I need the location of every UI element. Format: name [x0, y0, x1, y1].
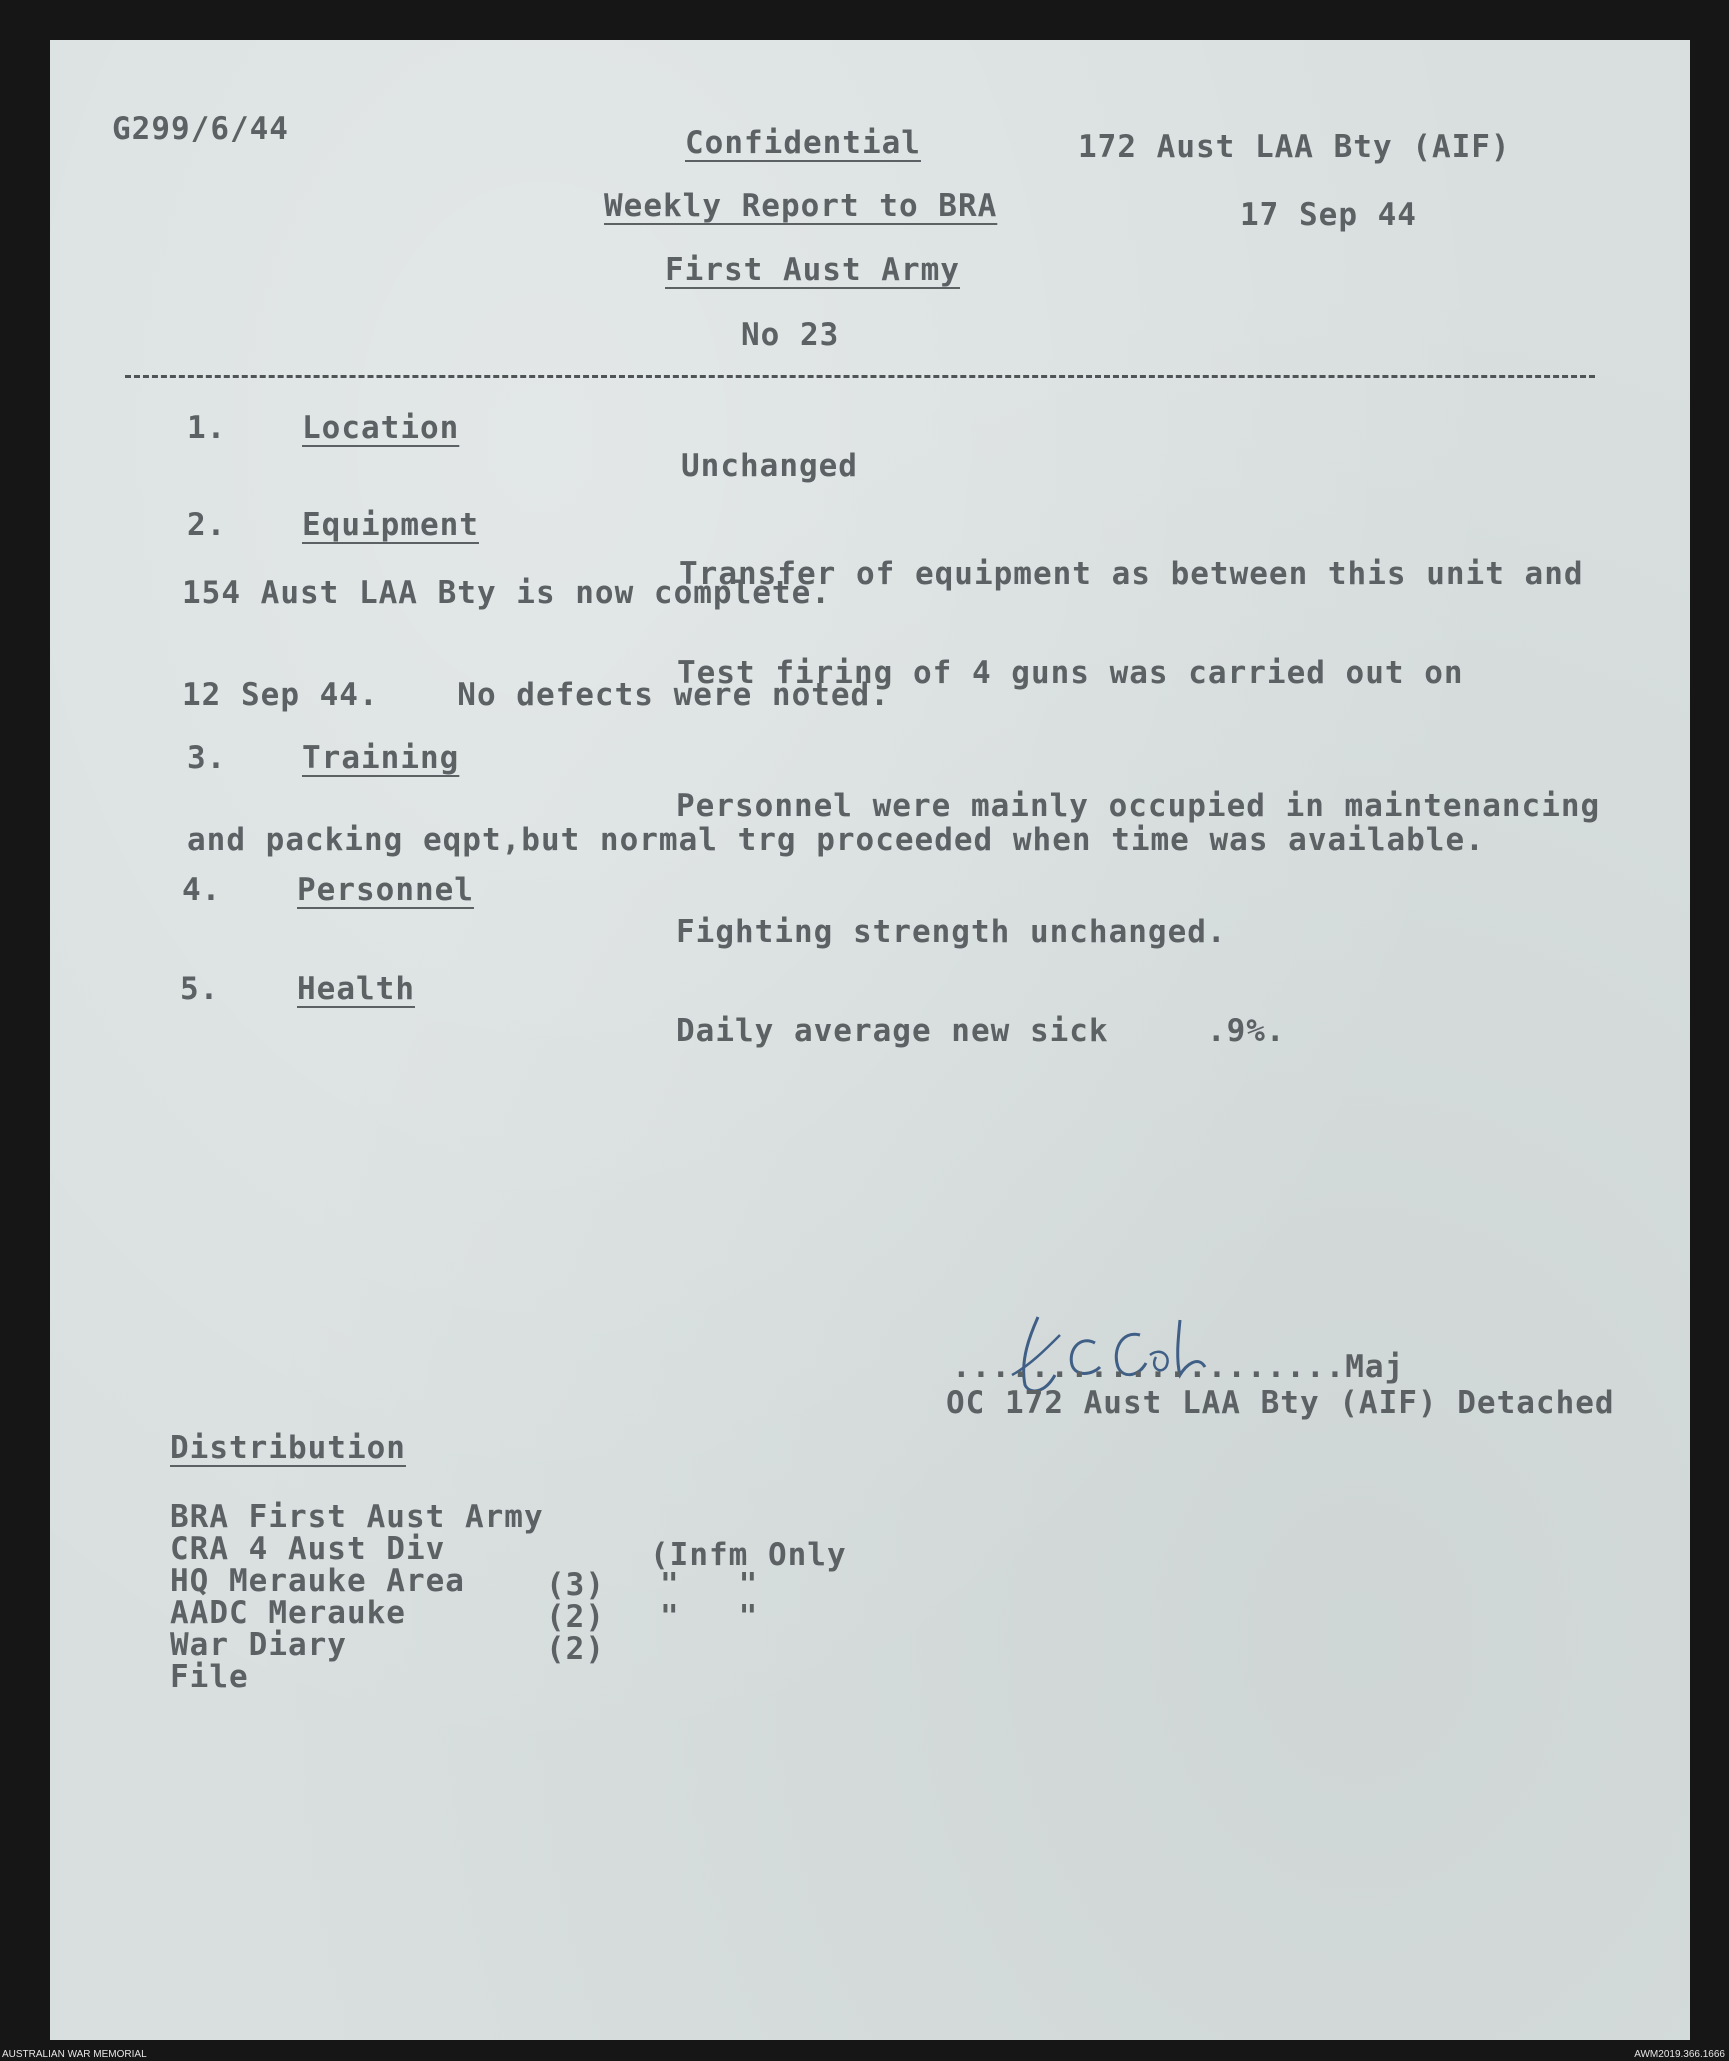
distribution-name: War Diary: [170, 1627, 347, 1663]
unit-name: 172 Aust LAA Bty (AIF): [1078, 129, 1511, 165]
section-text: Transfer of equipment as between this unit and: [679, 556, 1584, 592]
archive-label: AUSTRALIAN WAR MEMORIAL: [2, 2049, 147, 2060]
distribution-name: AADC Merauke: [170, 1595, 406, 1631]
distribution-qty: (3): [546, 1567, 605, 1603]
section-text: Unchanged: [681, 448, 858, 484]
distribution-heading: Distribution: [170, 1430, 406, 1466]
distribution-name: File: [170, 1659, 249, 1695]
report-number: No 23: [741, 317, 840, 353]
distribution-qty: (2): [546, 1599, 605, 1635]
distribution-note: " ": [660, 1567, 759, 1603]
section-heading-health: Health: [297, 971, 415, 1007]
distribution-name: HQ Merauke Area: [170, 1563, 465, 1599]
section-heading-location: Location: [302, 410, 460, 446]
section-text: 154 Aust LAA Bty is now complete.: [182, 575, 831, 611]
section-text: 12 Sep 44. No defects were noted.: [182, 677, 890, 713]
section-number: 2.: [187, 507, 227, 543]
distribution-name: BRA First Aust Army: [170, 1499, 544, 1535]
report-date: 17 Sep 44: [1240, 197, 1417, 233]
distribution-name: CRA 4 Aust Div: [170, 1531, 446, 1567]
section-text: Personnel were mainly occupied in maintenancing: [676, 788, 1601, 824]
section-number: 4.: [182, 872, 222, 908]
distribution-qty: (2): [546, 1631, 605, 1667]
distribution-note: (Infm Only: [650, 1537, 847, 1573]
section-text: Fighting strength unchanged.: [676, 914, 1227, 950]
section-heading-personnel: Personnel: [297, 872, 474, 908]
header-divider: [125, 375, 1595, 378]
army-title: First Aust Army: [665, 252, 960, 288]
distribution-note: " ": [660, 1599, 759, 1635]
section-text: and packing eqpt,but normal trg proceeded when time was available.: [187, 822, 1485, 858]
signatory-title: OC 172 Aust LAA Bty (AIF) Detached: [946, 1385, 1615, 1421]
section-heading-training: Training: [302, 740, 460, 776]
section-number: 5.: [180, 971, 220, 1007]
report-title: Weekly Report to BRA: [604, 188, 998, 224]
section-text: Daily average new sick .9%.: [676, 1013, 1286, 1049]
section-text: Test firing of 4 guns was carried out on: [677, 655, 1464, 691]
signature-line: ....................Maj: [952, 1349, 1405, 1385]
archive-reference: AWM2019.366.1666: [1634, 2049, 1725, 2060]
section-number: 1.: [187, 410, 227, 446]
section-number: 3.: [187, 740, 227, 776]
section-heading-equipment: Equipment: [302, 507, 479, 543]
file-reference: G299/6/44: [112, 111, 289, 147]
classification: Confidential: [685, 125, 921, 161]
